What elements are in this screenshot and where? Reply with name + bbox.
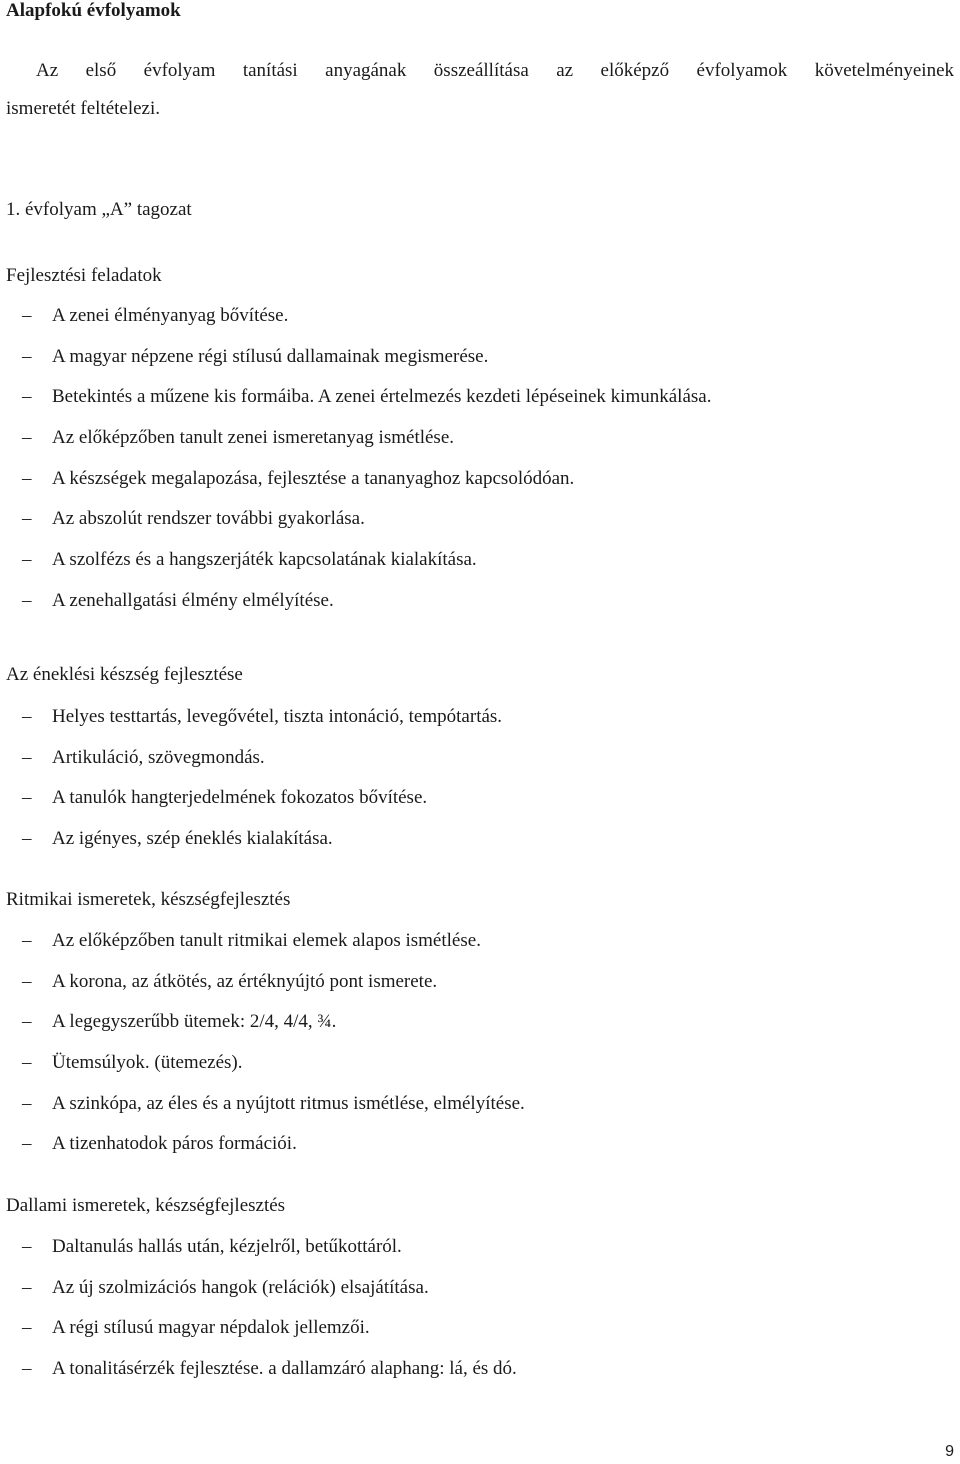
list-item: – A tizenhatodok páros formációi. [22,1133,297,1155]
dash-bullet: – [22,828,32,850]
dash-bullet: – [22,1011,32,1033]
dash-bullet: – [22,1276,32,1298]
dash-bullet: – [22,970,32,992]
list-item: – A készségek megalapozása, fejlesztése a tananyaghoz kapcsolódóan. [22,467,575,489]
list-item: – A zenei élményanyag bővítése. [22,305,289,326]
list-dallami [0,1235,517,1398]
list-item: – Az előképzőben tanult zenei ismeretanyag ismétlése. [22,427,455,449]
dash-bullet: – [22,305,32,326]
intro-paragraph [6,52,954,128]
section-heading-dallami: Dallami ismeretek, készségfejlesztés [6,1195,286,1216]
list-item: – A régi stílusú magyar népdalok jellemzői. [22,1317,370,1339]
list-item: – A tanulók hangterjedelmének fokozatos bővítése. [22,787,428,809]
section-heading-ritmikai: Ritmikai ismeretek, készségfejlesztés [6,889,291,910]
list-item: – Az előképzőben tanult ritmikai elemek alapos ismétlése. [22,930,481,951]
list-item: – Betekintés a műzene kis formáiba. A zenei értelmezés kezdeti lépéseinek kimunkálása. [22,386,712,408]
dash-bullet: – [22,746,32,768]
dash-bullet: – [22,386,32,408]
list-item: – A korona, az átkötés, az értéknyújtó pont ismerete. [22,970,438,992]
dash-bullet: – [22,549,32,571]
list-item: – A zenehallgatási élmény elmélyítése. [22,589,334,611]
dash-bullet: – [22,787,32,809]
dash-bullet: – [22,706,32,727]
intro-line-2: ismeretét feltételezi. [6,98,161,119]
list-item: – Ütemsúlyok. (ütemezés). [22,1052,243,1074]
list-item: – A magyar népzene régi stílusú dallamainak megismerése. [22,345,489,367]
grade-heading: 1. évfolyam „A” tagozat [6,199,192,220]
list-item: – A legegyszerűbb ütemek: 2/4, 4/4, ¾. [22,1011,337,1033]
dash-bullet: – [22,1092,32,1114]
list-item: – A szinkópa, az éles és a nyújtott ritmus ismétlése, elmélyítése. [22,1092,525,1114]
list-item: – Artikuláció, szövegmondás. [22,746,265,768]
list-ritmikai [0,929,525,1173]
dash-bullet: – [22,345,32,367]
section-heading-fejlesztesi: Fejlesztési feladatok [6,265,162,286]
dash-bullet: – [22,1133,32,1155]
dash-bullet: – [22,467,32,489]
section-heading-enekles: Az éneklési készség fejlesztése [6,664,243,685]
dash-bullet: – [22,1358,32,1380]
page-number: 9 [945,1443,954,1460]
dash-bullet: – [22,930,32,951]
list-item: – Daltanulás hallás után, kézjelről, betűkottáról. [22,1236,402,1257]
dash-bullet: – [22,427,32,449]
dash-bullet: – [22,1236,32,1257]
list-item: – Az igényes, szép éneklés kialakítása. [22,828,333,850]
dash-bullet: – [22,508,32,530]
dash-bullet: – [22,589,32,611]
intro-line-1: Az első évfolyam tanítási anyagának összeállítása az előképző évfolyamok követelményeinek [36,60,954,81]
list-fejlesztesi [0,304,711,630]
dash-bullet: – [22,1052,32,1074]
list-item: – Az új szolmizációs hangok (relációk) elsajátítása. [22,1276,429,1298]
list-item: – Az abszolút rendszer további gyakorlása. [22,508,365,530]
dash-bullet: – [22,1317,32,1339]
list-item: – Helyes testtartás, levegővétel, tiszta intonáció, tempótartás. [22,706,503,727]
list-item: – A tonalitásérzék fejlesztése. a dallamzáró alaphang: lá, és dó. [22,1358,517,1380]
page-title: Alapfokú évfolyamok [6,0,181,21]
list-item: – A szolfézs és a hangszerjáték kapcsolatának kialakítása. [22,549,477,571]
list-enekles [0,705,502,868]
